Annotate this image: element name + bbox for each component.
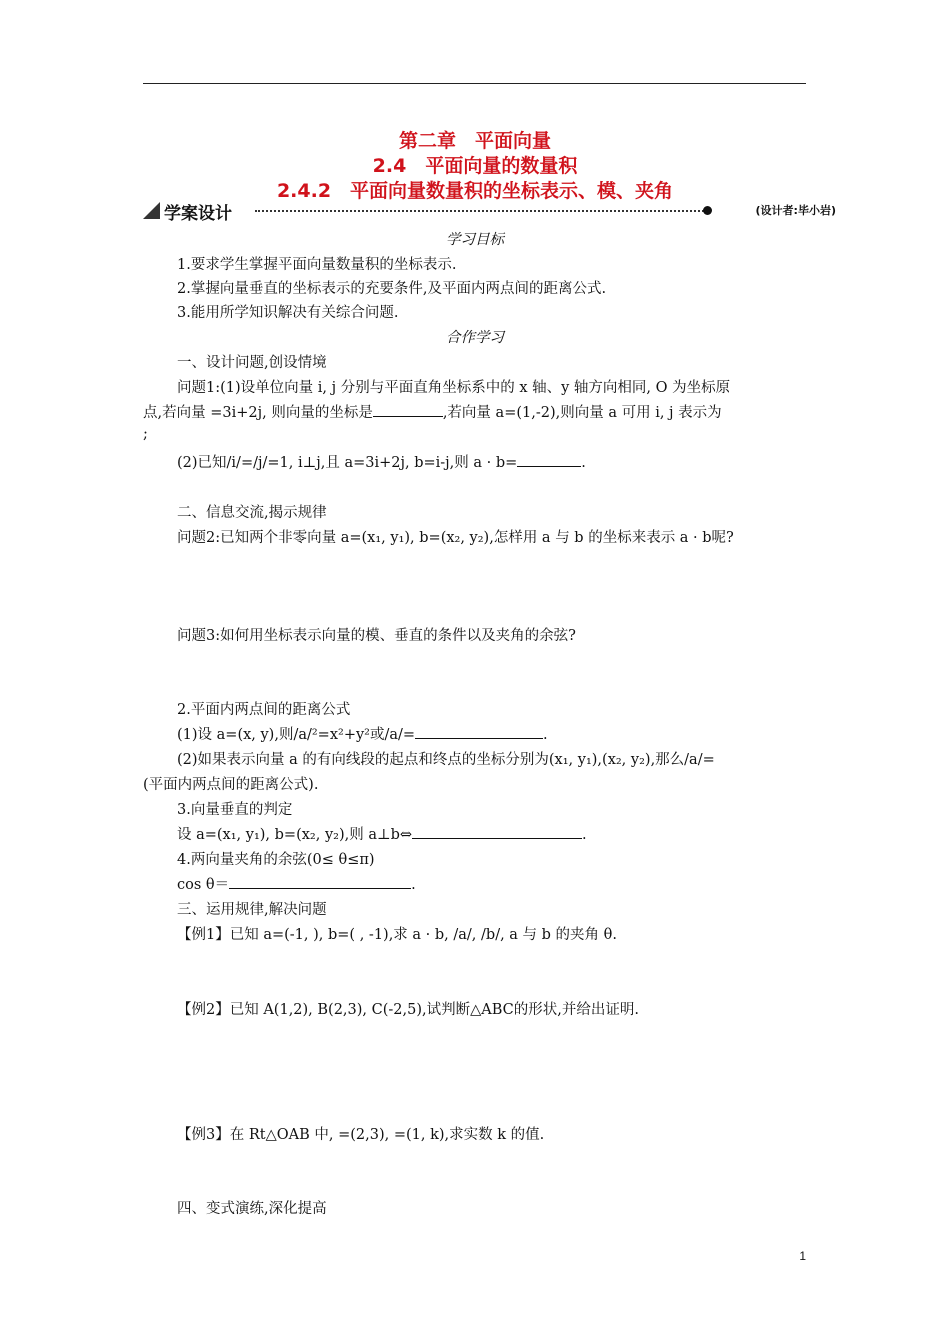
- period: .: [411, 877, 416, 893]
- answer-blank: [415, 724, 543, 739]
- question-2: 问题2:已知两个非零向量 a=(x₁, y₁), b=(x₂, y₂),怎样用 a 与 b 的坐标来表示 a · b呢?: [177, 530, 734, 546]
- question-3: 问题3:如何用坐标表示向量的模、垂直的条件以及夹角的余弦?: [177, 628, 576, 644]
- question-1-part-2: [177, 451, 586, 472]
- design-bar: [143, 199, 836, 224]
- objective-1: 1.要求学生掌握平面向量数量积的坐标表示.: [177, 257, 457, 273]
- example-3: 【例3】在 Rt△OAB 中, =(2,3), =(1, k),求实数 k 的值.: [177, 1127, 545, 1143]
- period: .: [543, 727, 548, 743]
- triangle-icon: [143, 202, 160, 219]
- answer-blank: [412, 824, 582, 839]
- point-2-item-2-line-2: (平面内两点间的距离公式).: [143, 777, 319, 793]
- period: .: [582, 827, 587, 843]
- point-2-item-1-text: (1)设 a=(x, y),则/a/²=x²+y²或/a/=: [177, 727, 416, 743]
- question-1-line-2: [143, 401, 722, 422]
- question-1-text-b: ,若向量 a=(1,-2),则向量 a 可用 i, j 表示为: [442, 405, 722, 421]
- section-2-heading: 二、信息交流,揭示规律: [177, 505, 327, 521]
- page-number: 1: [799, 1249, 806, 1263]
- objective-2: 2.掌握向量垂直的坐标表示的充要条件,及平面内两点间的距离公式.: [177, 281, 607, 297]
- answer-blank: [517, 452, 581, 467]
- period: .: [581, 455, 586, 471]
- section-3-heading: 三、运用规律,解决问题: [177, 902, 327, 918]
- example-2: 【例2】已知 A(1,2), B(2,3), C(-2,5),试判断△ABC的形状,并给出证明.: [177, 1002, 639, 1018]
- answer-blank: [373, 402, 443, 417]
- subsection-title: 2.4.2 平面向量数量积的坐标表示、模、夹角: [276, 180, 674, 202]
- coop-heading: 合作学习: [446, 330, 504, 346]
- section-1-heading: 一、设计问题,创设情境: [177, 355, 327, 371]
- design-label: 学案设计: [164, 204, 232, 224]
- author-credit: (设计者:毕小岩): [755, 204, 836, 217]
- point-4-title: 4.两向量夹角的余弦(0≤ θ≤π): [177, 852, 375, 868]
- objectives-heading: 学习目标: [446, 232, 504, 248]
- point-3-title: 3.向量垂直的判定: [177, 802, 293, 818]
- point-2-title: 2.平面内两点间的距离公式: [177, 702, 351, 718]
- point-2-item-2-line-1: (2)如果表示向量 a 的有向线段的起点和终点的坐标分别为(x₁, y₁),(x₂, y₂),那么/a/=: [177, 752, 715, 768]
- section-4-heading: 四、变式演练,深化提高: [177, 1201, 327, 1217]
- point-3-text: 设 a=(x₁, y₁), b=(x₂, y₂),则 a⊥b⇔: [177, 827, 413, 843]
- question-1-text-a: 点,若向量 =3i+2j, 则向量的坐标是: [143, 405, 373, 421]
- chapter-title: 第二章 平面向量: [398, 130, 551, 152]
- question-1-part-2-text: (2)已知/i/=/j/=1, i⊥j,且 a=3i+2j, b=i-j,则 a · b=: [177, 455, 518, 471]
- question-1-line-3: ;: [143, 426, 148, 442]
- objective-3: 3.能用所学知识解决有关综合问题.: [177, 305, 399, 321]
- section-title: 2.4 平面向量的数量积: [372, 155, 578, 177]
- question-1-line-1: 问题1:(1)设单位向量 i, j 分别与平面直角坐标系中的 x 轴、y 轴方向相同, O 为坐标原: [177, 380, 731, 396]
- point-4-line: [177, 873, 416, 894]
- dotted-divider: [255, 210, 704, 212]
- bullet-icon: [703, 206, 712, 215]
- top-rule: [143, 83, 806, 84]
- point-4-text: cos θ＝: [177, 877, 230, 893]
- point-2-item-1: [177, 723, 548, 744]
- answer-blank: [229, 874, 411, 889]
- example-1: 【例1】已知 a=(-1, ), b=( , -1),求 a · b, /a/, /b/, a 与 b 的夹角 θ.: [177, 927, 617, 943]
- point-3-line: [177, 823, 587, 844]
